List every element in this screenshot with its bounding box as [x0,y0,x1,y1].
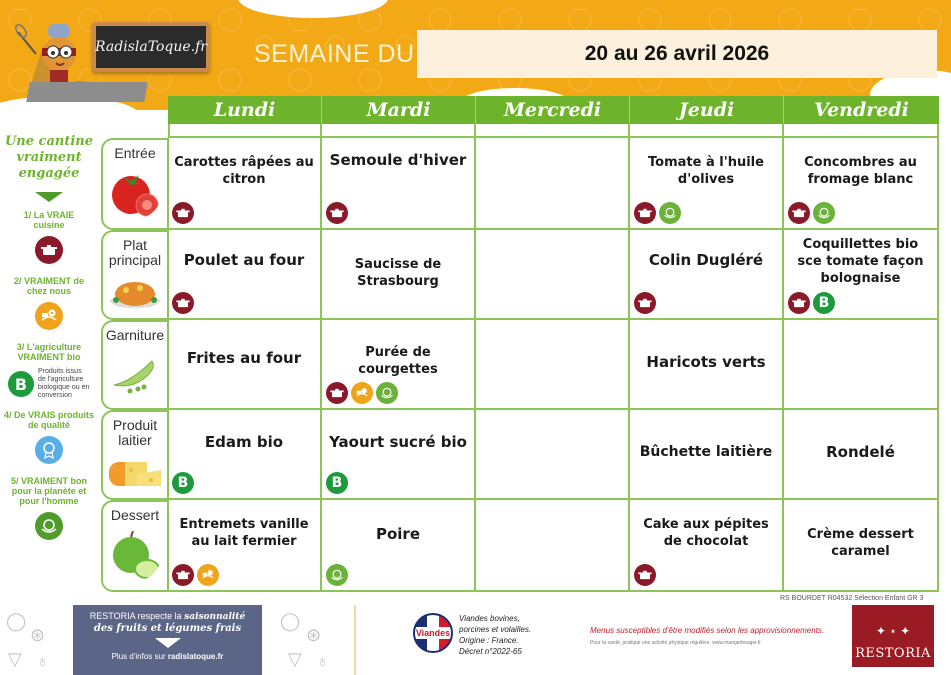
course-label-produit-laitier [101,410,169,500]
legend-item-bio: 3/ L'agriculture VRAIMENT bio [16,342,82,362]
dish-name: Poire [375,525,420,543]
legend-item-quality: 4/ De VRAIS produits de qualité [4,410,95,430]
meat-origin-line: Viandes bovines, [459,614,520,623]
cooking-pot-icon [326,382,348,404]
dish-name: Edam bio [204,433,284,451]
dish-name: Bûchette laitière [639,444,773,460]
dish-name: Crème dessert caramel [807,527,914,559]
legend-title-line: vraiment [16,150,82,165]
label-badges [788,202,835,224]
dish-name: Coquillettes bio sce tomate façon bolognaise [797,237,924,286]
meat-origin-line: porcines et volailles. [459,625,532,634]
cooking-pot-icon [35,236,63,264]
carrot-doodle-icon: ▽ [288,649,302,669]
menu-cell-mardi [322,230,476,320]
legend-title-line: engagée [18,166,80,181]
day-header-row [168,96,939,124]
local-farm-icon [197,564,219,586]
menu-change-note: Menus susceptibles d'être modifiés selon les approvisionnements. [590,626,825,635]
menu-cell-mardi [322,410,476,500]
spacer-cell [784,124,939,136]
dish-name: Saucisse de Strasbourg [354,257,442,289]
menu-cell-lundi [168,320,322,410]
meat-origin-line: Origine : France. [459,636,519,645]
menu-cell-vendredi [784,500,939,592]
spacer-cell [170,124,322,136]
health-note: Pour ta santé, pratique une activité physique régulière. www.mangerbouger.fr [590,640,761,646]
menu-cell-mercredi [476,410,630,500]
label-badges [634,292,656,314]
bio-icon: B [172,472,194,494]
course-name: Entrée [114,145,156,161]
bio-icon: B [813,292,835,314]
dish-name: Entremets vanille au lait fermier [179,517,309,549]
menu-cell-vendredi [784,320,939,410]
course-name: Dessert [110,507,160,523]
more-info-prefix: Plus d'infos sur [111,652,168,661]
menu-cell-mercredi [476,320,630,410]
day-header-lundi: Lundi [168,96,322,124]
apple-doodle-icon: ♁ [316,651,330,671]
planet-hands-icon [376,382,398,404]
menu-cell-mercredi [476,500,630,592]
course-name: Garniture [105,327,165,343]
day-header-vendredi: Vendredi [784,96,939,124]
cooking-pot-icon [172,292,194,314]
cooking-pot-icon [634,292,656,314]
restoria-logo-text: RESTORIA [855,646,931,661]
header-spacer-row [168,124,939,138]
dish-name: Cake aux pépites de chocolat [643,517,769,549]
restoria-logo [852,605,934,667]
seasonality-prefix: RESTORIA respecte la [89,611,185,621]
menu-cell-lundi [168,138,322,230]
seasonality-line3 [73,652,262,661]
lemon-doodle-icon: ◯ [280,611,301,631]
cooking-pot-icon [172,564,194,586]
radislatoque-link[interactable]: radislatoque.fr [167,652,224,661]
course-name: Plat principal [108,237,162,268]
menu-row-3 [168,410,939,500]
menu-row-0 [168,138,939,230]
menu-cell-mardi [322,138,476,230]
restoria-stars-icon: ✦ ⋆ ✦ [875,624,911,638]
date-range-box [417,30,937,78]
dish-name: Poulet au four [183,251,305,269]
menu-cell-mercredi [476,230,630,320]
viandes-logo-text: Viandes [415,628,451,638]
local-farm-icon [35,302,63,330]
menu-row-4 [168,500,939,592]
local-farm-icon [351,382,373,404]
cooking-pot-icon [634,202,656,224]
menu-cell-lundi [168,500,322,592]
menu-cell-vendredi [784,138,939,230]
spacer-cell [630,124,784,136]
seasonality-line1 [73,611,262,622]
roast-chicken-icon [106,276,164,310]
menu-cell-mardi [322,500,476,592]
menu-cell-jeudi [630,410,784,500]
dish-name: Semoule d'hiver [329,151,467,169]
bio-icon: B [326,472,348,494]
stove-decoration [26,82,148,102]
course-name: Produit laitier [112,417,158,448]
seasonality-emph: saisonnalité [184,612,246,622]
day-header-mardi: Mardi [322,96,476,124]
citrus-doodle-icon: ⊛ [306,625,322,645]
legend-item-cuisine: 1/ La VRAIE cuisine [23,210,75,230]
menu-row-1 [168,230,939,320]
meat-origin-line: Décret n°2022-65 [459,647,522,656]
cooking-pot-icon [788,202,810,224]
label-badges [172,564,219,586]
menu-row-2 [168,320,939,410]
legend-title [0,134,98,182]
course-label-entree [101,138,169,230]
spacer-cell [476,124,630,136]
menu-cell-lundi [168,230,322,320]
planet-hands-icon [659,202,681,224]
viandes-francaises-logo [413,613,453,653]
menu-cell-jeudi [630,500,784,592]
reference-code: RS BOURDET R04532 Sélection Enfant GR 3 [780,595,924,602]
spacer-cell [322,124,476,136]
lemon-doodle-icon: ◯ [6,611,27,631]
legend-item-planet: 5/ VRAIMENT bon pour la planète et pour l'homme [11,476,87,506]
planet-hands-icon [35,512,63,540]
seasonality-line2: des fruits et légumes frais [93,623,242,634]
legend-title-line: Une cantine [4,134,94,149]
dish-name: Frites au four [186,349,302,367]
seasonality-banner[interactable] [73,605,262,675]
peas-icon [108,351,162,395]
bio-icon: B [8,371,34,397]
menu-cell-mercredi [476,138,630,230]
course-label-garniture [101,320,169,410]
dish-name: Rondelé [826,443,895,461]
apple-doodle-icon: ♁ [36,651,50,671]
dish-name: Haricots verts [646,353,766,371]
dish-name: Carottes râpées au citron [174,155,314,187]
site-logo-chalkboard[interactable] [92,22,210,72]
cooking-pot-icon [634,564,656,586]
arrow-down-icon [155,638,181,648]
label-badges [172,472,194,494]
label-badges [634,564,656,586]
label-badges [172,202,194,224]
menu-cell-jeudi [630,230,784,320]
label-badges [326,202,348,224]
label-badges [788,292,835,314]
menu-cell-vendredi [784,410,939,500]
header-banner [0,0,951,110]
legend-item-local: 2/ VRAIMENT de chez nous [13,276,84,296]
carrot-doodle-icon: ▽ [8,649,22,669]
menu-cell-lundi [168,410,322,500]
cooking-pot-icon [788,292,810,314]
course-label-dessert [101,500,169,592]
arrow-down-icon [35,192,63,202]
tomato-icon [109,169,161,219]
cooking-pot-icon [326,202,348,224]
label-badges [326,564,348,586]
menu-cell-vendredi [784,230,939,320]
label-badges [326,472,348,494]
menu-cell-jeudi [630,138,784,230]
course-label-plat-principal [101,230,169,320]
day-header-jeudi: Jeudi [630,96,784,124]
apple-icon [109,531,161,581]
dish-name: Concombres au fromage blanc [804,155,917,187]
label-badges [634,202,681,224]
label-badges [172,292,194,314]
citrus-doodle-icon: ⊛ [30,625,46,645]
dish-name: Colin Dugléré [648,251,764,269]
dish-name: Yaourt sucré bio [329,433,467,451]
date-range: 20 au 26 avril 2026 [584,42,770,65]
day-header-mercredi: Mercredi [476,96,630,124]
quality-medal-icon [35,436,63,464]
dish-name: Purée de courgettes [358,345,438,377]
cooking-pot-icon [172,202,194,224]
engagement-legend [0,134,98,552]
menu-cell-jeudi [630,320,784,410]
menu-cell-mardi [322,320,476,410]
bio-note: Produits issus de l'agriculture biologique ou en conversion [38,368,90,399]
dish-name: Tomate à l'huile d'olives [648,155,764,187]
planet-hands-icon [813,202,835,224]
label-badges [326,382,398,404]
bio-legend [0,368,98,400]
site-logo-text: RadislaToque.fr [95,39,207,55]
meat-origin-note [459,613,531,657]
cheese-icon [107,456,163,490]
planet-hands-icon [326,564,348,586]
week-label: SEMAINE DU [254,40,415,68]
